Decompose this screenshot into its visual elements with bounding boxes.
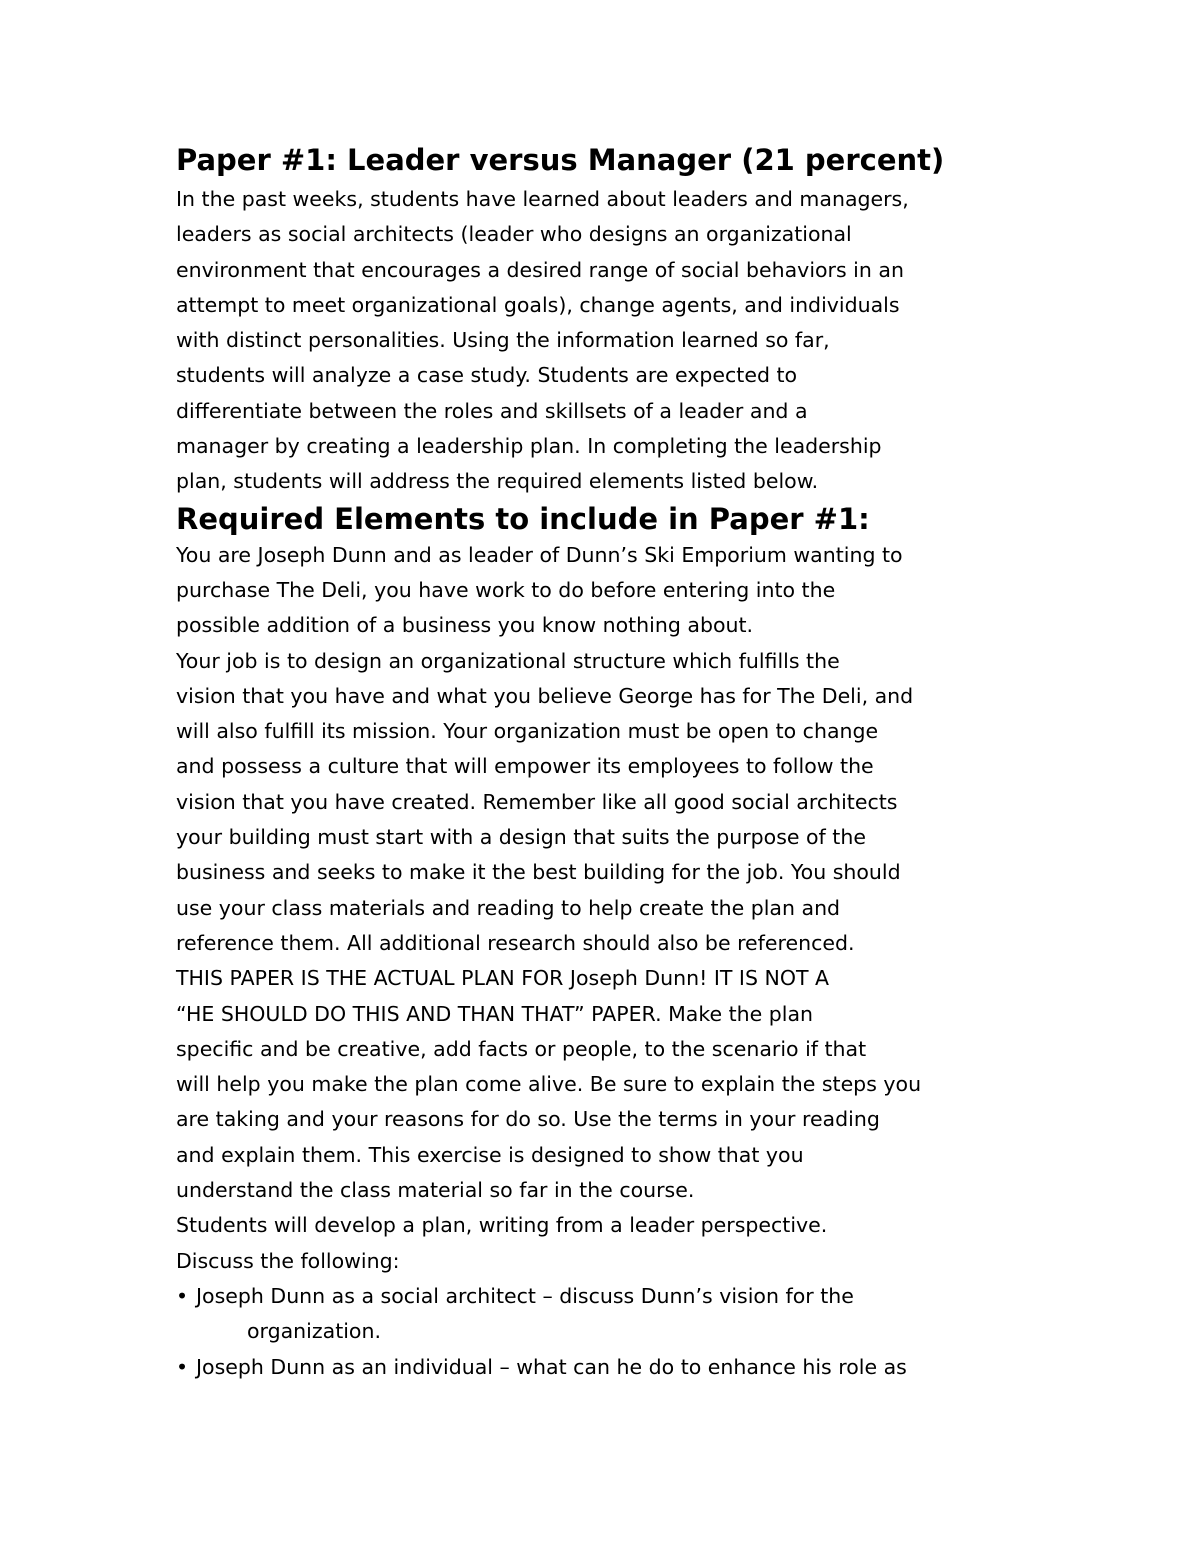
bullet-icon: • bbox=[176, 1283, 189, 1308]
bullet-line bbox=[176, 1279, 1036, 1314]
text-line: reference them. All additional research should also be referenced. bbox=[176, 930, 855, 955]
bullet-continuation: organization. bbox=[247, 1319, 381, 1344]
text-line: You are Joseph Dunn and as leader of Dunn’s Ski Emporium wanting to bbox=[176, 542, 903, 567]
list-item bbox=[176, 1279, 1036, 1350]
text-line: possible addition of a business you know nothing about. bbox=[176, 613, 754, 638]
text-line: environment that encourages a desired range of social behaviors in an bbox=[176, 257, 904, 282]
intro-paragraph bbox=[176, 182, 1036, 500]
bullet-list bbox=[176, 1279, 1036, 1385]
bullet-text: Joseph Dunn as an individual – what can he do to enhance his role as bbox=[196, 1354, 907, 1379]
text-line: are taking and your reasons for do so. Use the terms in your reading bbox=[176, 1107, 880, 1132]
text-line: will help you make the plan come alive. Be sure to explain the steps you bbox=[176, 1072, 922, 1097]
text-line: plan, students will address the required elements listed below. bbox=[176, 469, 819, 494]
text-line: and possess a culture that will empower its employees to follow the bbox=[176, 754, 874, 779]
text-line: Discuss the following: bbox=[176, 1248, 400, 1273]
document-title: Paper #1: Leader versus Manager (21 percent) bbox=[176, 143, 945, 177]
text-line: with distinct personalities. Using the information learned so far, bbox=[176, 328, 830, 353]
list-item bbox=[176, 1350, 1036, 1385]
text-line: attempt to meet organizational goals), change agents, and individuals bbox=[176, 292, 900, 317]
text-line: leaders as social architects (leader who designs an organizational bbox=[176, 222, 852, 247]
text-line: vision that you have and what you believe George has for The Deli, and bbox=[176, 683, 914, 708]
text-line: differentiate between the roles and skillsets of a leader and a bbox=[176, 398, 808, 423]
text-line: will also fulfill its mission. Your organization must be open to change bbox=[176, 719, 879, 744]
text-line: understand the class material so far in the course. bbox=[176, 1178, 695, 1203]
text-line: vision that you have created. Remember like all good social architects bbox=[176, 789, 898, 814]
document-content bbox=[176, 138, 1036, 1385]
section-heading: Required Elements to include in Paper #1: bbox=[176, 501, 870, 536]
text-line: your building must start with a design that suits the purpose of the bbox=[176, 825, 866, 850]
text-line: use your class materials and reading to help create the plan and bbox=[176, 895, 841, 920]
text-line: THIS PAPER IS THE ACTUAL PLAN FOR Joseph Dunn! IT IS NOT A bbox=[176, 966, 830, 991]
text-line: manager by creating a leadership plan. In completing the leadership bbox=[176, 434, 882, 459]
text-line: business and seeks to make it the best building for the job. You should bbox=[176, 860, 901, 885]
text-line: and explain them. This exercise is designed to show that you bbox=[176, 1142, 804, 1167]
text-line: “HE SHOULD DO THIS AND THAN THAT” PAPER. Make the plan bbox=[176, 1001, 814, 1026]
bullet-icon: • bbox=[176, 1354, 189, 1379]
text-line: students will analyze a case study. Students are expected to bbox=[176, 363, 798, 388]
bullet-text: Joseph Dunn as a social architect – discuss Dunn’s vision for the bbox=[196, 1283, 854, 1308]
text-line: purchase The Deli, you have work to do before entering into the bbox=[176, 577, 836, 602]
bullet-line bbox=[176, 1350, 1036, 1385]
text-line: In the past weeks, students have learned about leaders and managers, bbox=[176, 187, 909, 211]
text-line: Your job is to design an organizational structure which fulfills the bbox=[176, 648, 840, 673]
body-paragraph bbox=[176, 538, 1036, 1279]
text-line: specific and be creative, add facts or people, to the scenario if that bbox=[176, 1036, 867, 1061]
text-line: Students will develop a plan, writing from a leader perspective. bbox=[176, 1213, 828, 1238]
